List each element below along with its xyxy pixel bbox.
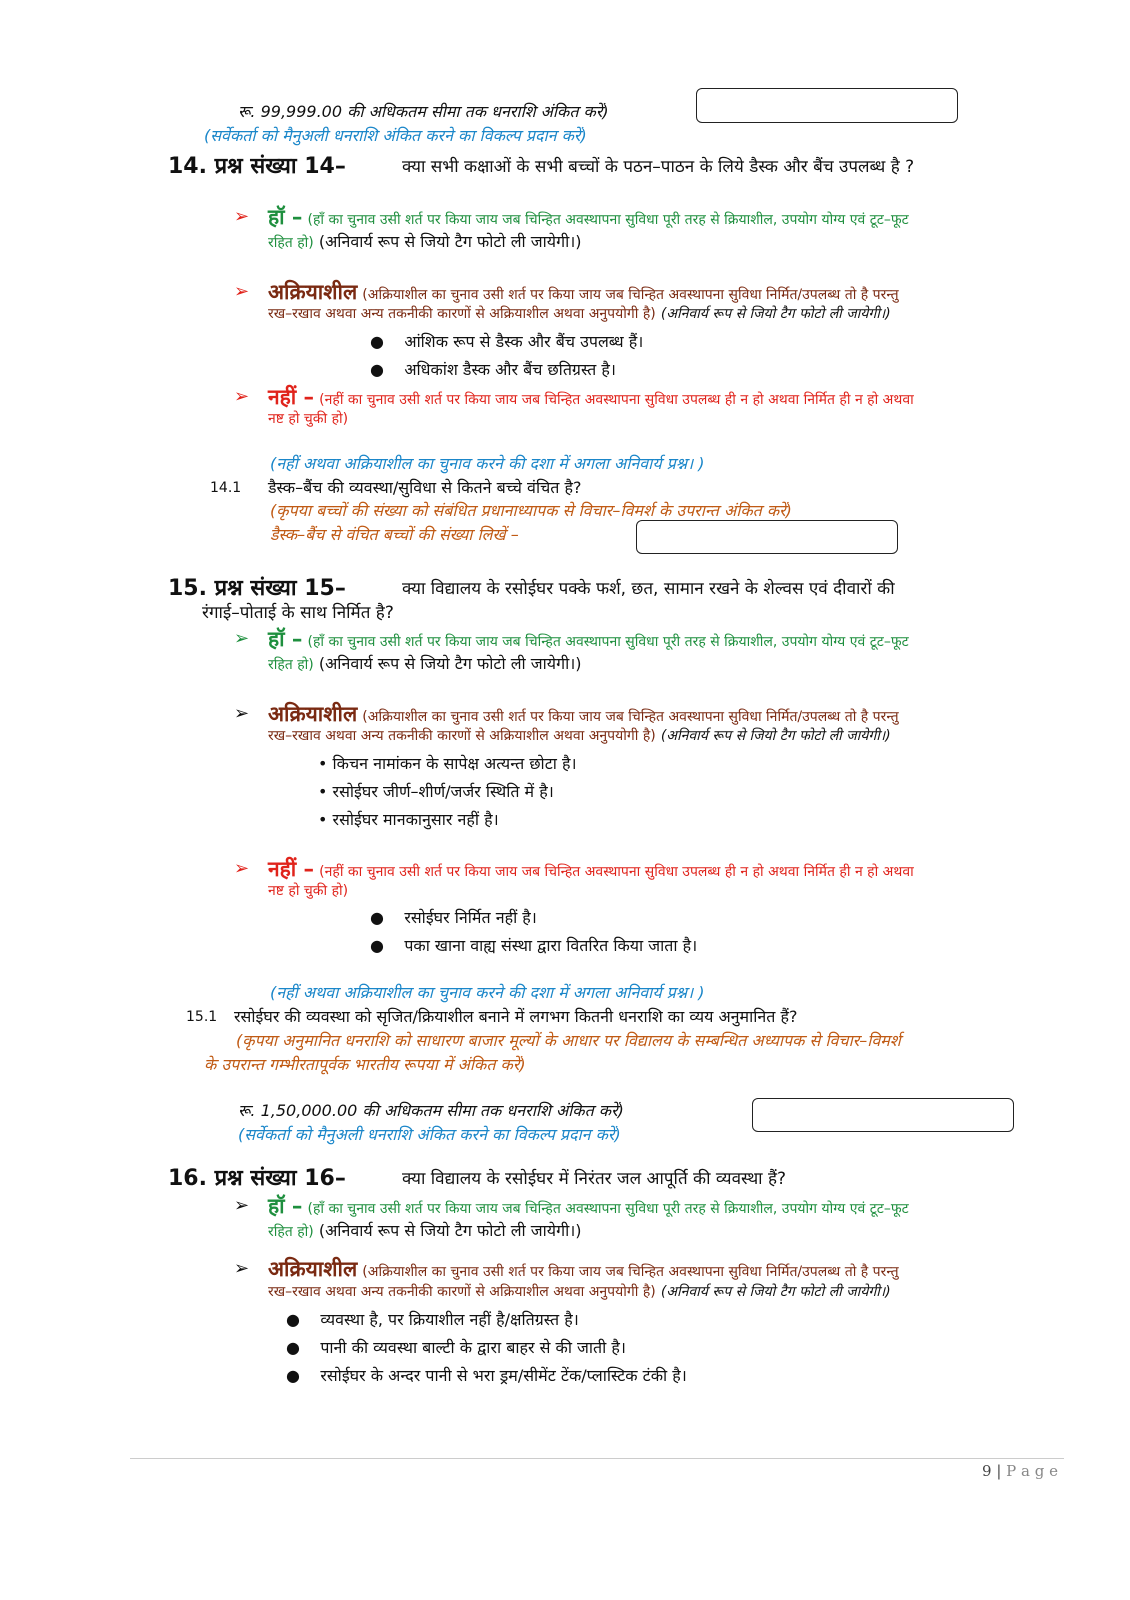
q14-inactive-head: अक्रियाशील (268, 280, 358, 304)
q16-inactive-tail: (अनिवार्य रूप से जियो टैग फोटो ली जायेगी।) (660, 1284, 891, 1300)
page-label: P a g e (1006, 1462, 1058, 1480)
q14-inactive-option[interactable] (268, 278, 899, 306)
q15-yes-note-2: रहित हो) (268, 657, 314, 673)
q15-inactive-note: (अक्रियाशील का चुनाव उसी शर्त पर किया जाय जब चिन्हित अवस्थापना सुविधा निर्मित/उपलब्ध तो है परन्तु (362, 709, 899, 725)
q15-1-question: रसोईघर की व्यवस्था को सृजित/क्रियाशील बनाने में लगभग कितनी धनराशि का व्यय अनुमानित हैं? (234, 1007, 798, 1026)
q16-yes-option[interactable] (268, 1192, 909, 1220)
q14-next-note: (नहीं अथवा अक्रियाशील का चुनाव करने की दशा में अगला अनिवार्य प्रश्न। ) (270, 454, 705, 473)
q16-inactive-arrow-icon: ➢ (234, 1258, 250, 1279)
q16-yes-tail: (अनिवार्य रूप से जियो टैग फोटो ली जायेगी।) (318, 1221, 582, 1240)
q16-inactive-option[interactable] (268, 1255, 899, 1283)
q15-inactive-arrow-icon: ➢ (234, 703, 250, 724)
q14-no-note: (नहीं का चुनाव उसी शर्त पर किया जाय जब चिन्हित अवस्थापना सुविधा उपलब्ध ही न हो अथवा निर्मित ही न हो अथवा (319, 392, 914, 408)
q14-no-arrow-icon: ➢ (234, 386, 250, 407)
q16-yes-arrow-icon: ➢ (234, 1195, 250, 1216)
list-item: ● रसोईघर निर्मित नहीं है। (370, 908, 537, 927)
page-number (982, 1462, 1058, 1480)
q16-inactive-head: अक्रियाशील (268, 1257, 358, 1281)
q14-yes-tail: (अनिवार्य रूप से जियो टैग फोटो ली जायेगी।) (318, 232, 582, 251)
footer-divider (130, 1458, 1064, 1459)
q16-yes-note: (हाँ का चुनाव उसी शर्त पर किया जाय जब चिन्हित अवस्थापना सुविधा पूरी तरह से क्रियाशील, उपयोग योग्य एवं टूट–फूट (307, 1201, 909, 1217)
list-item: ● रसोईघर के अन्दर पानी से भरा ड्रम/सीमेंट टेंक/प्लास्टिक टंकी है। (286, 1366, 687, 1385)
q14-inactive-arrow-icon: ➢ (234, 281, 250, 302)
q15-inactive-option[interactable] (268, 700, 899, 728)
q14-1-write-label: डैस्क–बैंच से वंचित बच्चों की संख्या लिखें – (270, 525, 519, 544)
q14-no-head: नहीं – (268, 385, 315, 409)
list-item: • किचन नामांकन के सापेक्ष अत्यन्त छोटा है। (318, 754, 577, 773)
list-item: ● पानी की व्यवस्था बाल्टी के द्वारा बाहर से की जाती है। (286, 1338, 626, 1357)
list-item: ● आंशिक रूप से डैस्क और बैंच उपलब्ध हैं। (370, 332, 644, 351)
q14-no-note-2: नष्ट हो चुकी हो) (268, 411, 349, 427)
q15-inactive-tail: (अनिवार्य रूप से जियो टैग फोटो ली जायेगी।) (660, 728, 891, 744)
q14-1-question: डैस्क–बैंच की व्यवस्था/सुविधा से कितने बच्चे वंचित है? (268, 478, 582, 497)
q14-inactive-tail: (अनिवार्य रूप से जियो टैग फोटो ली जायेगी।) (660, 306, 891, 322)
list-item: ● व्यवस्था है, पर क्रियाशील नहीं है/क्षतिग्रस्त है। (286, 1310, 579, 1329)
q14-1-number: 14.1 (210, 480, 242, 496)
q14-heading: 14. प्रश्न संख्या 14– (168, 154, 346, 179)
q14-yes-arrow-icon: ➢ (234, 206, 250, 227)
q15-yes-tail: (अनिवार्य रूप से जियो टैग फोटो ली जायेगी।) (318, 654, 582, 673)
q16-heading: 16. प्रश्न संख्या 16– (168, 1166, 346, 1191)
list-item: • रसोईघर मानकानुसार नहीं है। (318, 810, 499, 829)
q15-yes-head: हॉ – (268, 627, 303, 651)
q15-no-note-2: नष्ट हो चुकी हो) (268, 883, 349, 899)
list-item: ● अधिकांश डैस्क और बैंच छतिग्रस्त है। (370, 360, 616, 379)
q16-inactive-note: (अक्रियाशील का चुनाव उसी शर्त पर किया जाय जब चिन्हित अवस्थापना सुविधा निर्मित/उपलब्ध तो है परन्तु (362, 1264, 899, 1280)
top-amount-line: रू. 99,999.00 की अधिकतम सीमा तक धनराशि अंकित करें) (238, 102, 609, 121)
q15-yes-arrow-icon: ➢ (234, 628, 250, 649)
q15-amount-input[interactable] (752, 1098, 1014, 1132)
page-number-value: 9 (982, 1462, 992, 1480)
q14-yes-note: (हाँ का चुनाव उसी शर्त पर किया जाय जब चिन्हित अवस्थापना सुविधा पूरी तरह से क्रियाशील, उपयोग योग्य एवं टूट–फूट (307, 212, 909, 228)
amount-input-top[interactable] (696, 88, 958, 123)
q15-next-note: (नहीं अथवा अक्रियाशील का चुनाव करने की दशा में अगला अनिवार्य प्रश्न। ) (270, 983, 705, 1002)
q15-question-1: क्या विद्यालय के रसोईघर पक्के फर्श, छत, सामान रखने के शेल्वस एवं दीवारों की (402, 579, 895, 599)
q16-yes-head: हॉ – (268, 1194, 303, 1218)
q14-question: क्या सभी कक्षाओं के सभी बच्चों के पठन–पाठन के लिये डैस्क और बैंच उपलब्ध है ? (402, 157, 915, 177)
q15-1-note-2: के उपरान्त गम्भीरतापूर्वक भारतीय रूपया में अंकित करें) (204, 1055, 526, 1074)
q15-inactive-head: अक्रियाशील (268, 702, 358, 726)
q15-question-2: रंगाई–पोताई के साथ निर्मित है? (202, 603, 394, 623)
q14-no-option[interactable] (268, 383, 914, 411)
q14-1-note: (कृपया बच्चों की संख्या को संबंधित प्रधानाध्यापक से विचार–विमर्श के उपरान्त अंकित करें) (270, 501, 792, 520)
list-item: ● पका खाना वाह्य संस्था द्वारा वितरित किया जाता है। (370, 936, 698, 955)
list-item: • रसोईघर जीर्ण–शीर्ण/जर्जर स्थिति में है। (318, 782, 554, 801)
page-number-sep: | (996, 1462, 1002, 1480)
q15-heading: 15. प्रश्न संख्या 15– (168, 576, 346, 601)
q15-no-option[interactable] (268, 855, 914, 883)
q16-inactive-line2 (268, 1281, 891, 1301)
q15-1-note-1: (कृपया अनुमानित धनराशि को साधारण बाजार मूल्यों के आधार पर विद्यालय के सम्बन्धित अध्यापक से विचार–विमर्श (236, 1031, 901, 1050)
q14-yes-note-2: रहित हो) (268, 235, 314, 251)
q15-yes-line2 (268, 652, 582, 674)
q16-yes-note-2: रहित हो) (268, 1224, 314, 1240)
q14-yes-option[interactable] (268, 203, 909, 231)
q15-inactive-line2 (268, 725, 891, 745)
q15-amount-line: रू. 1,50,000.00 की अधिकतम सीमा तक धनराशि अंकित करें) (238, 1101, 624, 1120)
q14-yes-line2 (268, 230, 582, 252)
q15-1-number: 15.1 (186, 1009, 218, 1025)
q14-yes-head: हॉ – (268, 205, 303, 229)
q14-inactive-line2 (268, 303, 891, 323)
q14-inactive-note-2: रख–रखाव अथवा अन्य तकनीकी कारणों से अक्रियाशील अथवा अनुपयोगी है) (268, 306, 656, 322)
top-manual-line: (सर्वेकर्ता को मैनुअली धनराशि अंकित करने का विकल्प प्रदान करें) (204, 126, 587, 145)
q16-yes-line2 (268, 1219, 582, 1241)
q15-inactive-note-2: रख–रखाव अथवा अन्य तकनीकी कारणों से अक्रियाशील अथवा अनुपयोगी है) (268, 728, 656, 744)
q16-inactive-note-2: रख–रखाव अथवा अन्य तकनीकी कारणों से अक्रियाशील अथवा अनुपयोगी है) (268, 1284, 656, 1300)
q14-1-count-input[interactable] (636, 520, 898, 554)
q15-yes-note: (हाँ का चुनाव उसी शर्त पर किया जाय जब चिन्हित अवस्थापना सुविधा पूरी तरह से क्रियाशील, उपयोग योग्य एवं टूट–फूट (307, 634, 909, 650)
q15-no-head: नहीं – (268, 857, 315, 881)
q14-inactive-note: (अक्रियाशील का चुनाव उसी शर्त पर किया जाय जब चिन्हित अवस्थापना सुविधा निर्मित/उपलब्ध तो है परन्तु (362, 287, 899, 303)
q15-no-note: (नहीं का चुनाव उसी शर्त पर किया जाय जब चिन्हित अवस्थापना सुविधा उपलब्ध ही न हो अथवा निर्मित ही न हो अथवा (319, 864, 914, 880)
q15-manual-line: (सर्वेकर्ता को मैनुअली धनराशि अंकित करने का विकल्प प्रदान करें) (238, 1125, 621, 1144)
q16-question: क्या विद्यालय के रसोईघर में निरंतर जल आपूर्ति की व्यवस्था हैं? (402, 1169, 787, 1189)
q15-no-arrow-icon: ➢ (234, 858, 250, 879)
q15-yes-option[interactable] (268, 625, 909, 653)
